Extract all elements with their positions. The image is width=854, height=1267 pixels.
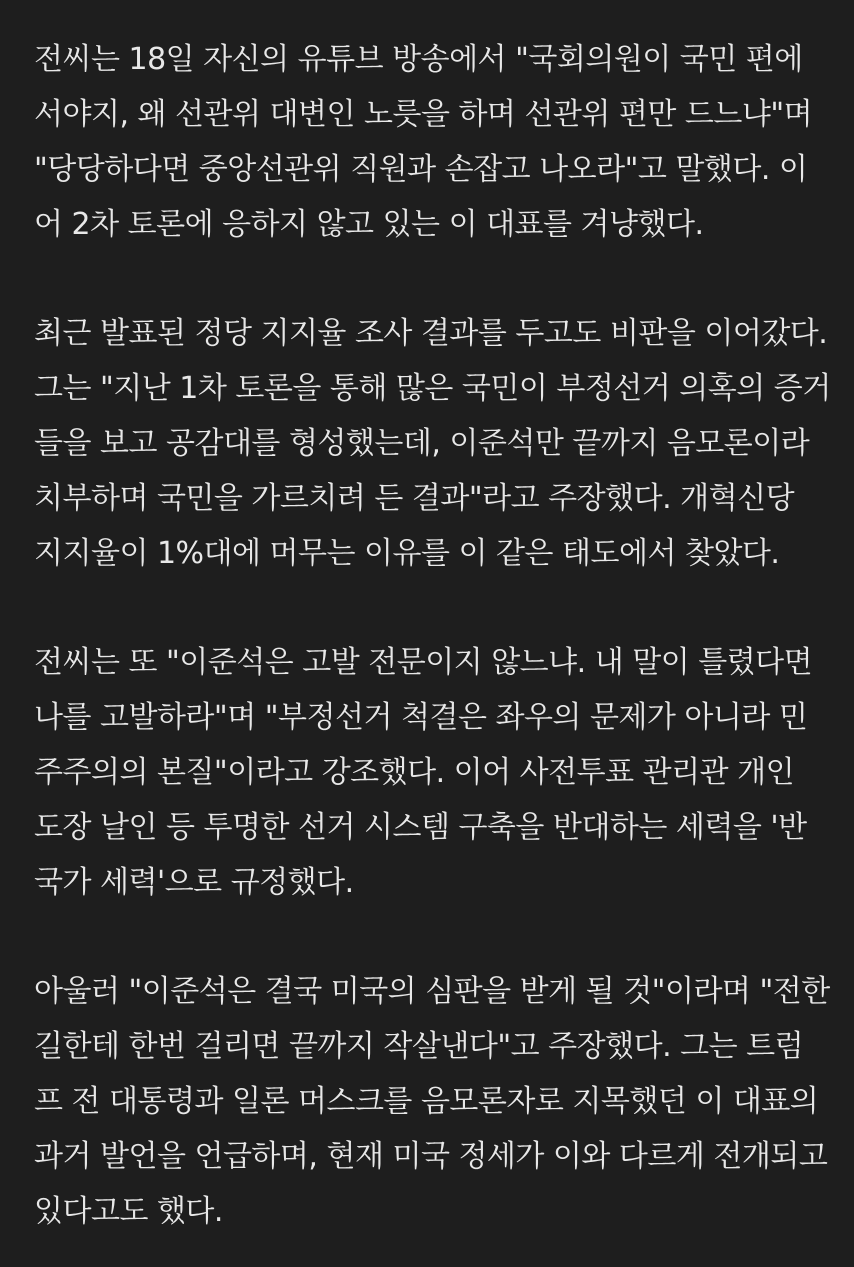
text-line: 서야지, 왜 선관위 대변인 노릇을 하며 선관위 편만 드느냐"며 <box>34 97 813 132</box>
text-line: 치부하며 국민을 가르치려 든 결과"라고 주장했다. 개혁신당 <box>34 481 795 516</box>
text-line: 프 전 대통령과 일론 머스크를 음모론자로 지목했던 이 대표의 <box>34 1084 819 1119</box>
paragraph-4 <box>34 964 830 1239</box>
text-line: 어 2차 토론에 응하지 않고 있는 이 대표를 겨냥했다. <box>34 207 704 242</box>
text-line: 그는 "지난 1차 토론을 통해 많은 국민이 부정선거 의혹의 증거 <box>34 371 831 406</box>
text-line: 지지율이 1%대에 머무는 이유를 이 같은 태도에서 찾았다. <box>34 536 780 571</box>
text-line: "당당하다면 중앙선관위 직원과 손잡고 나오라"고 말했다. 이 <box>34 152 808 187</box>
text-line: 도장 날인 등 투명한 선거 시스템 구축을 반대하는 세력을 '반 <box>34 810 807 845</box>
text-line: 나를 고발하라"며 "부정선거 척결은 좌우의 문제가 아니라 민 <box>34 700 808 735</box>
text-line: 전씨는 18일 자신의 유튜브 방송에서 "국회의원이 국민 편에 <box>34 42 803 77</box>
text-line: 전씨는 또 "이준석은 고발 전문이지 않느냐. 내 말이 틀렸다면 <box>34 645 813 680</box>
text-line: 있다고도 했다. <box>34 1194 223 1229</box>
text-line: 최근 발표된 정당 지지율 조사 결과를 두고도 비판을 이어갔다. <box>34 316 828 351</box>
text-line: 길한테 한번 걸리면 끝까지 작살낸다"고 주장했다. 그는 트럼 <box>34 1029 804 1064</box>
text-line: 들을 보고 공감대를 형성했는데, 이준석만 끝까지 음모론이라 <box>34 426 810 461</box>
text-line: 아울러 "이준석은 결국 미국의 심판을 받게 될 것"이라며 "전한 <box>34 974 830 1009</box>
paragraph-1 <box>34 32 826 252</box>
paragraph-3 <box>34 635 826 910</box>
text-line: 국가 세력'으로 규정했다. <box>34 865 354 900</box>
paragraph-2 <box>34 306 831 581</box>
text-line: 과거 발언을 언급하며, 현재 미국 정세가 이와 다르게 전개되고 <box>34 1139 828 1174</box>
text-line: 주주의의 본질"이라고 강조했다. 이어 사전투표 관리관 개인 <box>34 755 795 790</box>
